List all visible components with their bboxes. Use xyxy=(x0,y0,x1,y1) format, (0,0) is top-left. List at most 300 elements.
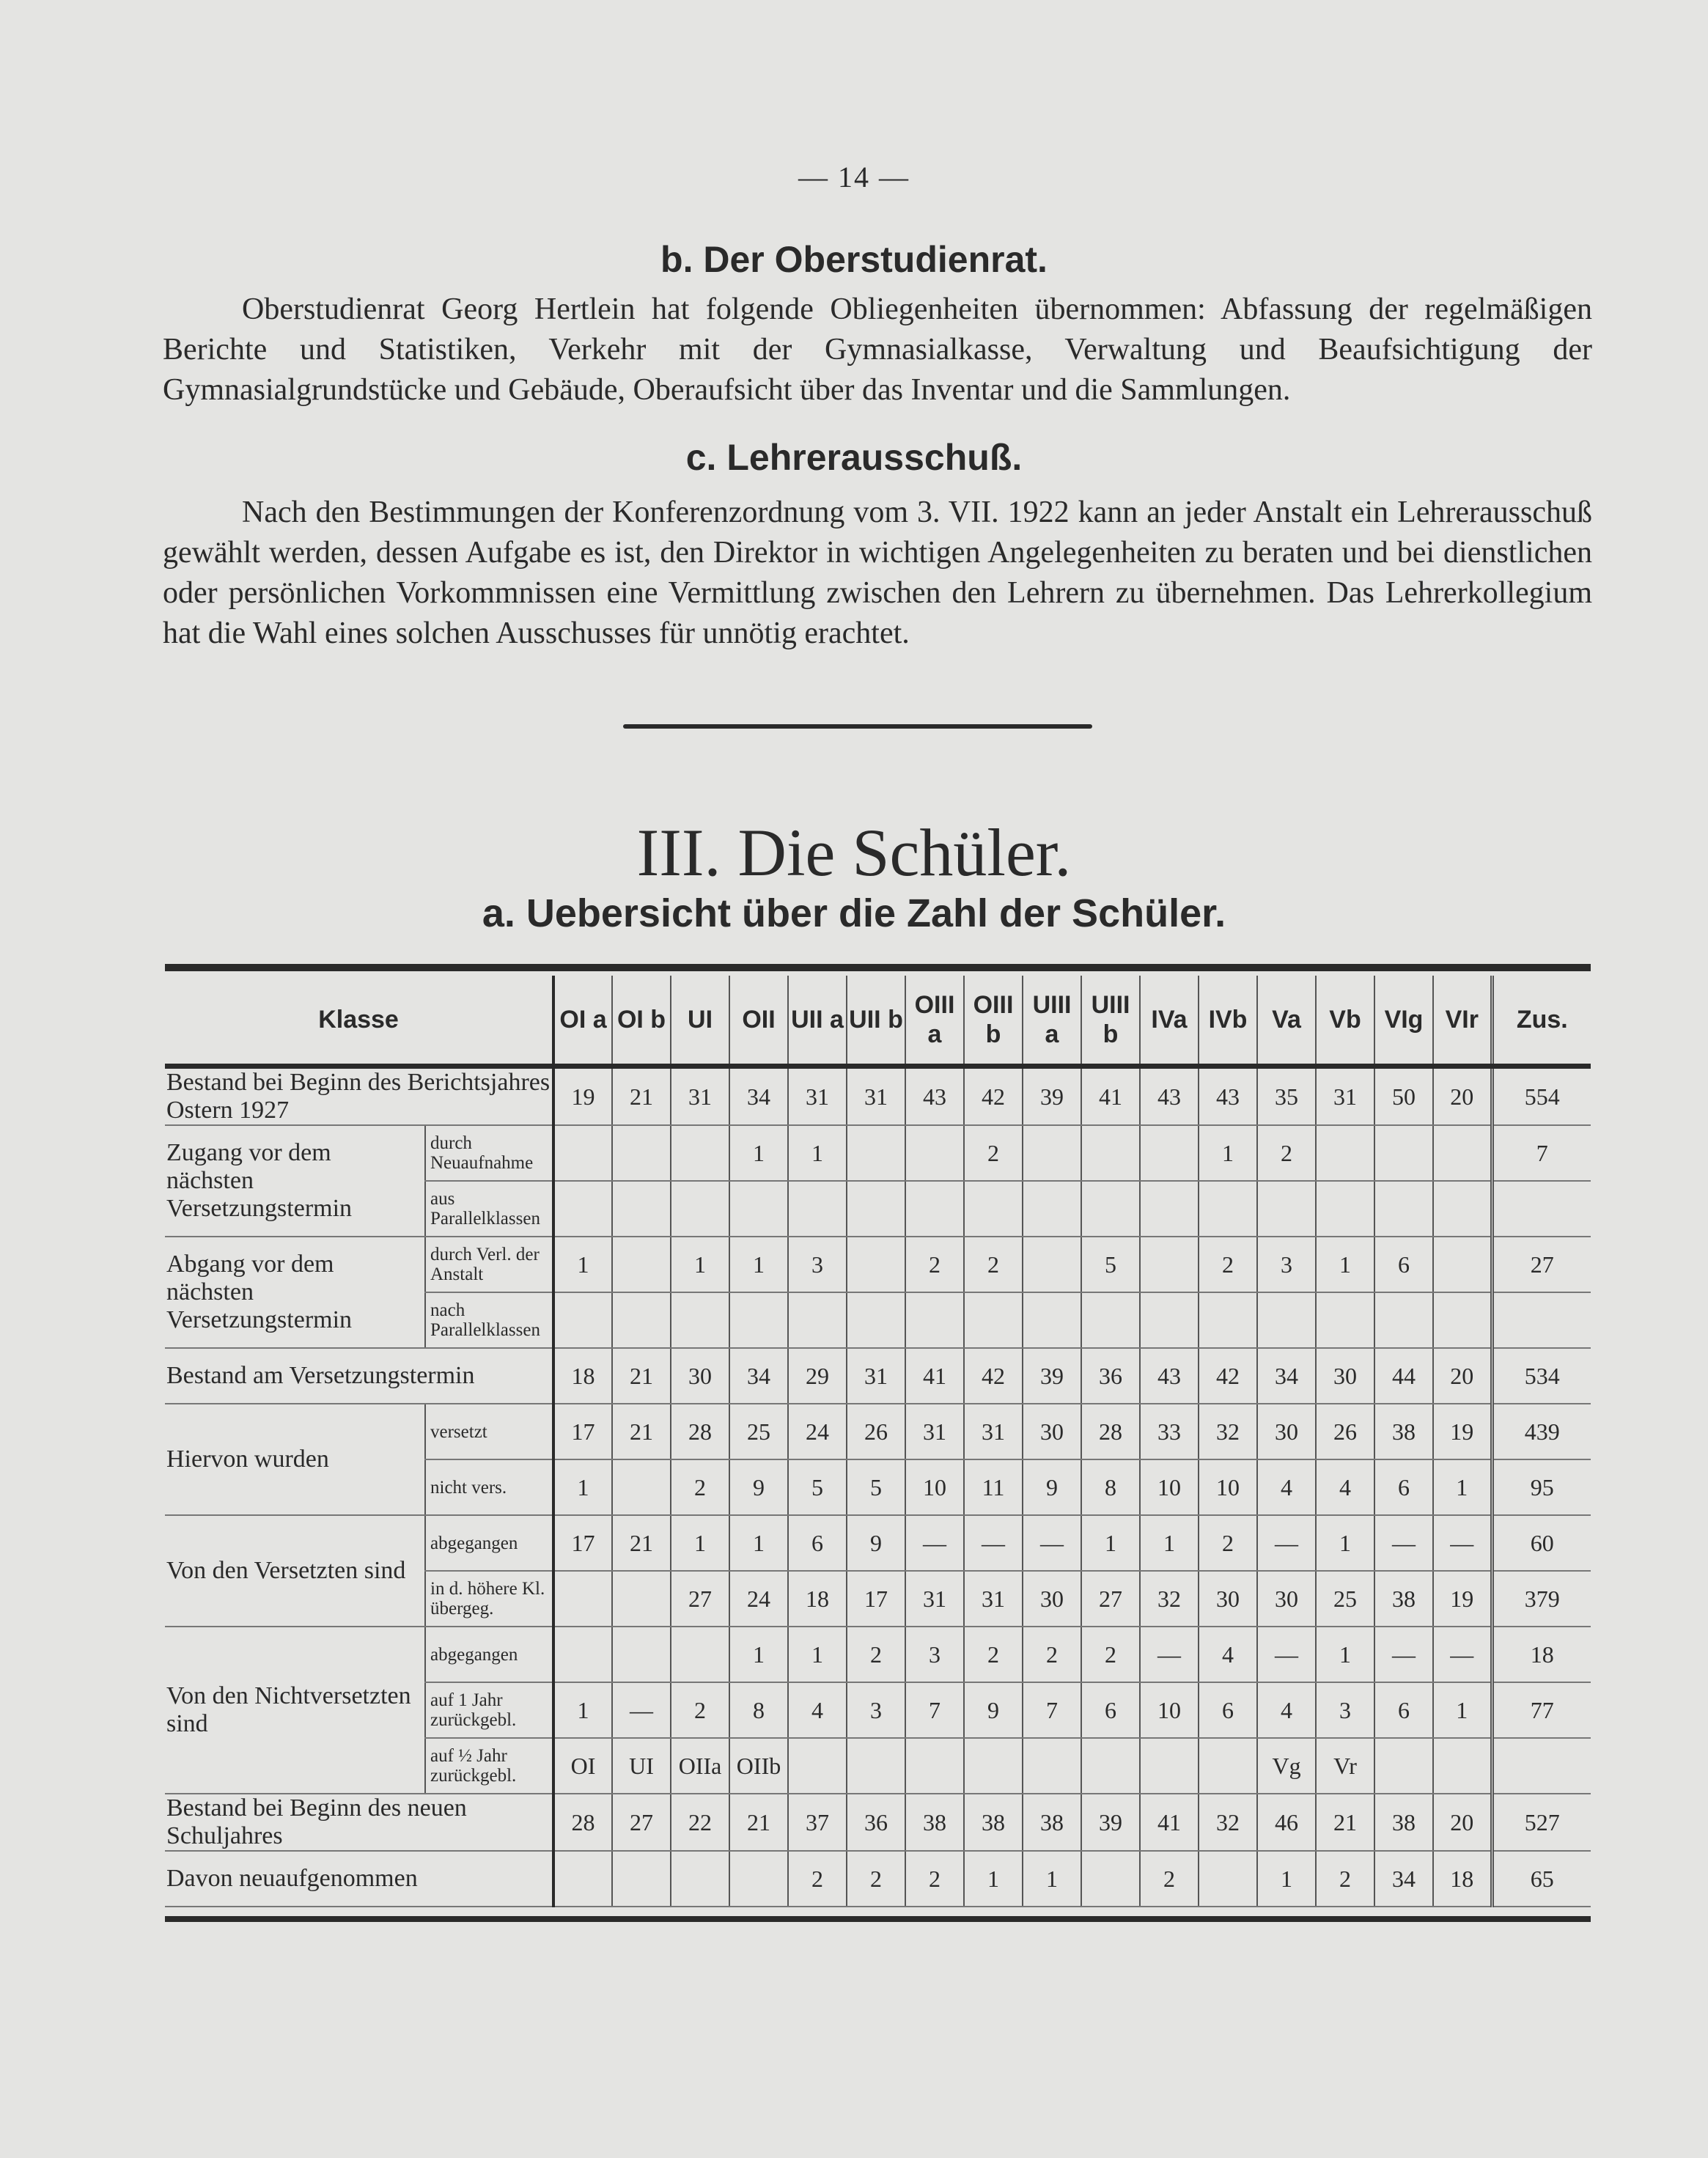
table-cell: 2 xyxy=(964,1627,1023,1682)
table-cell: 2 xyxy=(671,1459,729,1515)
table-cell: 7 xyxy=(905,1682,964,1738)
row-label: Von den Versetzten sind xyxy=(165,1515,425,1627)
table-cell xyxy=(1374,1738,1433,1794)
student-statistics-table xyxy=(165,964,1591,1922)
row-sublabel: versetzt xyxy=(425,1404,553,1459)
table-cell xyxy=(729,1181,788,1237)
row-label: Hiervon wurden xyxy=(165,1404,425,1515)
table-cell: 1 xyxy=(788,1627,847,1682)
table-cell: 6 xyxy=(1374,1682,1433,1738)
table-cell: — xyxy=(1433,1515,1492,1571)
table-cell: 38 xyxy=(964,1794,1023,1851)
table-cell xyxy=(1081,1125,1140,1181)
section-divider xyxy=(623,724,1092,729)
table-cell: 50 xyxy=(1374,1067,1433,1126)
table-cell xyxy=(1433,1292,1492,1348)
table-cell xyxy=(1316,1292,1374,1348)
table-cell xyxy=(964,1181,1023,1237)
column-header: OII xyxy=(729,976,788,1067)
table-cell: 31 xyxy=(788,1067,847,1126)
row-label: Abgang vor dem nächsten Versetzungstermin xyxy=(165,1237,425,1348)
table-cell xyxy=(671,1292,729,1348)
row-sublabel: in d. höhere Kl. übergeg. xyxy=(425,1571,553,1627)
table-cell: 1 xyxy=(1433,1459,1492,1515)
table-cell xyxy=(788,1738,847,1794)
table-row xyxy=(165,1515,1591,1571)
row-sublabel: auf ½ Jahr zurückgebl. xyxy=(425,1738,553,1794)
table-cell: 1 xyxy=(553,1682,612,1738)
table-cell xyxy=(612,1125,671,1181)
table-cell xyxy=(1316,1125,1374,1181)
table-cell: 2 xyxy=(788,1851,847,1907)
table-cell: 27 xyxy=(1492,1237,1591,1292)
table-cell: 25 xyxy=(1316,1571,1374,1627)
table-cell: 6 xyxy=(788,1515,847,1571)
table-cell: 1 xyxy=(729,1125,788,1181)
table-cell xyxy=(553,1125,612,1181)
table-cell: 44 xyxy=(1374,1348,1433,1404)
table-cell: 27 xyxy=(671,1571,729,1627)
table-cell: 6 xyxy=(1199,1682,1257,1738)
table-cell: 26 xyxy=(847,1404,905,1459)
table-cell: 7 xyxy=(1023,1682,1081,1738)
table-bottom-rule xyxy=(165,1916,1591,1922)
table-cell: Vr xyxy=(1316,1738,1374,1794)
table-cell: 31 xyxy=(905,1571,964,1627)
row-label: Bestand bei Beginn des Berichtsjahres Ostern 1927 xyxy=(165,1067,553,1126)
table-cell xyxy=(553,1292,612,1348)
table-cell: 1 xyxy=(671,1515,729,1571)
table-cell: 28 xyxy=(553,1794,612,1851)
table-cell: 1 xyxy=(1316,1627,1374,1682)
table-cell: 25 xyxy=(729,1404,788,1459)
table-cell: 21 xyxy=(612,1515,671,1571)
table-cell: 41 xyxy=(905,1348,964,1404)
row-sublabel: auf 1 Jahr zurückgebl. xyxy=(425,1682,553,1738)
table-cell: 18 xyxy=(553,1348,612,1404)
table-cell: 33 xyxy=(1140,1404,1199,1459)
table-cell: 30 xyxy=(1257,1404,1316,1459)
table-cell: 65 xyxy=(1492,1851,1591,1907)
column-header: UII a xyxy=(788,976,847,1067)
table-cell xyxy=(1140,1237,1199,1292)
table-cell: 2 xyxy=(905,1237,964,1292)
table-cell: 20 xyxy=(1433,1348,1492,1404)
table-cell xyxy=(1081,1851,1140,1907)
table-cell: 38 xyxy=(1374,1794,1433,1851)
row-sublabel: durch Verl. der Anstalt xyxy=(425,1237,553,1292)
table-cell xyxy=(1081,1181,1140,1237)
table-cell: 9 xyxy=(964,1682,1023,1738)
table-cell: 2 xyxy=(1081,1627,1140,1682)
table-cell: 5 xyxy=(1081,1237,1140,1292)
table-cell: 2 xyxy=(847,1627,905,1682)
column-header: OIII a xyxy=(905,976,964,1067)
table-cell: 95 xyxy=(1492,1459,1591,1515)
table-cell: 9 xyxy=(847,1515,905,1571)
table-cell: 4 xyxy=(788,1682,847,1738)
table-cell xyxy=(1433,1738,1492,1794)
table-cell xyxy=(729,1292,788,1348)
header-klasse: Klasse xyxy=(165,976,553,1067)
column-header: UIII b xyxy=(1081,976,1140,1067)
table-cell: 21 xyxy=(612,1067,671,1126)
table-cell: 6 xyxy=(1374,1459,1433,1515)
table-cell: 2 xyxy=(1316,1851,1374,1907)
table-cell: 38 xyxy=(1023,1794,1081,1851)
table-cell: 1 xyxy=(1140,1515,1199,1571)
table-cell xyxy=(671,1181,729,1237)
table-cell: 27 xyxy=(1081,1571,1140,1627)
table-cell: Vg xyxy=(1257,1738,1316,1794)
table-cell: 21 xyxy=(612,1348,671,1404)
table-cell: 31 xyxy=(847,1067,905,1126)
table-cell xyxy=(847,1125,905,1181)
table-cell: 8 xyxy=(729,1682,788,1738)
table-cell: 34 xyxy=(729,1067,788,1126)
table-cell: 534 xyxy=(1492,1348,1591,1404)
table-cell: — xyxy=(905,1515,964,1571)
row-label: Bestand am Versetzungstermin xyxy=(165,1348,553,1404)
table-cell: 31 xyxy=(847,1348,905,1404)
table-cell: 30 xyxy=(1257,1571,1316,1627)
table-cell: 37 xyxy=(788,1794,847,1851)
table-cell: — xyxy=(1374,1627,1433,1682)
table-cell: — xyxy=(1257,1627,1316,1682)
table-cell xyxy=(612,1627,671,1682)
table-cell: 42 xyxy=(964,1348,1023,1404)
table-cell: 27 xyxy=(612,1794,671,1851)
table-cell: 28 xyxy=(1081,1404,1140,1459)
table-cell: 17 xyxy=(553,1515,612,1571)
table-cell xyxy=(1081,1738,1140,1794)
column-header: OI a xyxy=(553,976,612,1067)
table-cell: 10 xyxy=(1199,1459,1257,1515)
table-cell: 30 xyxy=(1023,1571,1081,1627)
table-cell: 527 xyxy=(1492,1794,1591,1851)
table-cell: OIIb xyxy=(729,1738,788,1794)
table-cell: 60 xyxy=(1492,1515,1591,1571)
table-cell xyxy=(1199,1851,1257,1907)
table-row xyxy=(165,1851,1591,1907)
table-cell: 43 xyxy=(1199,1067,1257,1126)
row-label: Davon neuaufgenommen xyxy=(165,1851,553,1907)
table-cell xyxy=(612,1237,671,1292)
table-cell: 21 xyxy=(729,1794,788,1851)
table-cell: 1 xyxy=(671,1237,729,1292)
row-sublabel: abgegangen xyxy=(425,1627,553,1682)
column-header: Zus. xyxy=(1492,976,1591,1067)
table-cell: 31 xyxy=(671,1067,729,1126)
row-label: Von den Nichtversetzten sind xyxy=(165,1627,425,1794)
table-cell: 20 xyxy=(1433,1067,1492,1126)
section-b-text: Oberstudienrat Georg Hertlein hat folgende Obliegenheiten übernommen: Abfassung der regelmäßigen Berichte und Statistiken, Verkehr mit der Gymnasialkasse, Verwaltung und Beaufsichtigung der Gymnasialgrundstücke und Gebäude, Oberaufsicht über das Inventar und die Sammlungen. xyxy=(163,292,1592,407)
table-cell: 9 xyxy=(729,1459,788,1515)
table-cell: — xyxy=(964,1515,1023,1571)
table-cell: 31 xyxy=(905,1404,964,1459)
table-cell: 1 xyxy=(729,1237,788,1292)
table-row xyxy=(165,1125,1591,1181)
table-cell xyxy=(612,1459,671,1515)
table-cell: OIIa xyxy=(671,1738,729,1794)
table-cell: 8 xyxy=(1081,1459,1140,1515)
table-cell: 43 xyxy=(1140,1348,1199,1404)
table-cell: 4 xyxy=(1257,1459,1316,1515)
table-header-row xyxy=(165,976,1591,1067)
table-cell: 39 xyxy=(1081,1794,1140,1851)
table-row xyxy=(165,1348,1591,1404)
table-cell xyxy=(1140,1125,1199,1181)
table-cell: 5 xyxy=(788,1459,847,1515)
table-cell: 1 xyxy=(729,1515,788,1571)
table-cell: 21 xyxy=(612,1404,671,1459)
table-cell: 554 xyxy=(1492,1067,1591,1126)
table-cell: 36 xyxy=(1081,1348,1140,1404)
column-header: VIr xyxy=(1433,976,1492,1067)
table-cell: 6 xyxy=(1081,1682,1140,1738)
section-b-paragraph xyxy=(163,290,1592,410)
table-cell: 17 xyxy=(847,1571,905,1627)
table-cell: 2 xyxy=(1023,1627,1081,1682)
table-cell: 3 xyxy=(788,1237,847,1292)
table-cell: 22 xyxy=(671,1794,729,1851)
table-cell xyxy=(1140,1292,1199,1348)
table-row xyxy=(165,1794,1591,1851)
column-header: UIII a xyxy=(1023,976,1081,1067)
row-sublabel: aus Parallelklassen xyxy=(425,1181,553,1237)
table-cell xyxy=(1374,1125,1433,1181)
table-row xyxy=(165,1404,1591,1459)
table-cell: 38 xyxy=(905,1794,964,1851)
table-cell: 34 xyxy=(1374,1851,1433,1907)
column-header: VIg xyxy=(1374,976,1433,1067)
table-cell: 439 xyxy=(1492,1404,1591,1459)
table-cell xyxy=(1023,1237,1081,1292)
table-cell xyxy=(1199,1292,1257,1348)
table-cell: 30 xyxy=(1023,1404,1081,1459)
table-cell xyxy=(847,1292,905,1348)
table-cell xyxy=(612,1571,671,1627)
table-cell: 19 xyxy=(553,1067,612,1126)
table-cell xyxy=(729,1851,788,1907)
column-header: IVa xyxy=(1140,976,1199,1067)
table-cell xyxy=(612,1292,671,1348)
column-header: OI b xyxy=(612,976,671,1067)
table-cell: 4 xyxy=(1316,1459,1374,1515)
table-cell: 18 xyxy=(788,1571,847,1627)
table-cell xyxy=(1433,1237,1492,1292)
table-cell xyxy=(1199,1738,1257,1794)
column-header: IVb xyxy=(1199,976,1257,1067)
table-cell: 41 xyxy=(1140,1794,1199,1851)
table-cell xyxy=(1023,1125,1081,1181)
table-cell xyxy=(1023,1738,1081,1794)
table-cell: 17 xyxy=(553,1404,612,1459)
table-cell: 31 xyxy=(964,1404,1023,1459)
table-cell: 43 xyxy=(1140,1067,1199,1126)
table-cell: 21 xyxy=(1316,1794,1374,1851)
table-cell xyxy=(905,1292,964,1348)
table-cell: 38 xyxy=(1374,1571,1433,1627)
table-cell: 3 xyxy=(905,1627,964,1682)
table-cell xyxy=(671,1627,729,1682)
table-cell: 3 xyxy=(847,1682,905,1738)
table-cell: 1 xyxy=(788,1125,847,1181)
table-cell: 7 xyxy=(1492,1125,1591,1181)
chapter-subtitle: a. Uebersicht über die Zahl der Schüler. xyxy=(482,891,1226,935)
table-cell xyxy=(553,1571,612,1627)
table-cell xyxy=(847,1181,905,1237)
table-cell xyxy=(1492,1292,1591,1348)
table-cell: 42 xyxy=(964,1067,1023,1126)
table-cell xyxy=(553,1627,612,1682)
row-label: Zugang vor dem nächsten Versetzungstermin xyxy=(165,1125,425,1237)
table-cell xyxy=(1140,1181,1199,1237)
table-cell: 3 xyxy=(1257,1237,1316,1292)
table-cell: 18 xyxy=(1492,1627,1591,1682)
table-cell xyxy=(788,1181,847,1237)
table-cell: 4 xyxy=(1257,1682,1316,1738)
table-cell: 10 xyxy=(905,1459,964,1515)
row-sublabel: nicht vers. xyxy=(425,1459,553,1515)
table-cell: 31 xyxy=(1316,1067,1374,1126)
table-cell: 10 xyxy=(1140,1682,1199,1738)
table-cell: 42 xyxy=(1199,1348,1257,1404)
table-cell xyxy=(905,1738,964,1794)
table-cell xyxy=(553,1851,612,1907)
table-cell xyxy=(671,1125,729,1181)
page-number: — 14 — xyxy=(798,161,910,194)
table-cell xyxy=(905,1125,964,1181)
table-cell: 30 xyxy=(671,1348,729,1404)
table-cell xyxy=(671,1851,729,1907)
table-cell: 24 xyxy=(729,1571,788,1627)
table-cell: 31 xyxy=(964,1571,1023,1627)
table-cell: 19 xyxy=(1433,1571,1492,1627)
table-cell xyxy=(788,1292,847,1348)
table-cell: 1 xyxy=(729,1627,788,1682)
table-cell: 1 xyxy=(1316,1515,1374,1571)
table-cell: 2 xyxy=(1199,1515,1257,1571)
table-cell xyxy=(1023,1292,1081,1348)
table-cell: 2 xyxy=(1257,1125,1316,1181)
table-cell: 1 xyxy=(964,1851,1023,1907)
section-b-heading: b. Der Oberstudienrat. xyxy=(660,239,1048,280)
table-cell: 6 xyxy=(1374,1237,1433,1292)
table-cell: 2 xyxy=(964,1125,1023,1181)
table-cell: 39 xyxy=(1023,1348,1081,1404)
table-cell xyxy=(1023,1181,1081,1237)
table-cell: 1 xyxy=(1199,1125,1257,1181)
table-cell xyxy=(1492,1181,1591,1237)
column-header: UI xyxy=(671,976,729,1067)
table-cell: 35 xyxy=(1257,1067,1316,1126)
table-cell: UI xyxy=(612,1738,671,1794)
table-cell: 2 xyxy=(905,1851,964,1907)
table-cell xyxy=(964,1292,1023,1348)
table-cell: 1 xyxy=(1023,1851,1081,1907)
table-cell: 38 xyxy=(1374,1404,1433,1459)
table-cell: 41 xyxy=(1081,1067,1140,1126)
column-header: Va xyxy=(1257,976,1316,1067)
table-cell: 1 xyxy=(1316,1237,1374,1292)
table-cell xyxy=(1199,1181,1257,1237)
column-header: UII b xyxy=(847,976,905,1067)
table-cell xyxy=(1316,1181,1374,1237)
table-cell xyxy=(1433,1125,1492,1181)
table-cell: 28 xyxy=(671,1404,729,1459)
chapter-title: III. Die Schüler. xyxy=(636,815,1072,890)
table-cell: 24 xyxy=(788,1404,847,1459)
table-cell: 10 xyxy=(1140,1459,1199,1515)
table-cell xyxy=(553,1181,612,1237)
section-c-text: Nach den Bestimmungen der Konferenzordnung vom 3. VII. 1922 kann an jeder Anstalt ein Lehrerausschuß gewählt werden, dessen Aufgabe es ist, den Direktor in wichtigen Angelegenheiten zu beraten und bei dienstlichen oder persönlichen Vorkommnissen eine Vermittlung zwischen den Lehrern zu übernehmen. Das Lehrerkollegium hat die Wahl eines solchen Ausschusses für unnötig erachtet. xyxy=(163,496,1592,650)
table-cell: 30 xyxy=(1199,1571,1257,1627)
row-sublabel: durch Neuaufnahme xyxy=(425,1125,553,1181)
table-cell: — xyxy=(612,1682,671,1738)
table-cell xyxy=(1257,1292,1316,1348)
table-cell: 34 xyxy=(1257,1348,1316,1404)
table-cell xyxy=(612,1851,671,1907)
table-cell xyxy=(1433,1181,1492,1237)
table-cell: 43 xyxy=(905,1067,964,1126)
row-label: Bestand bei Beginn des neuen Schuljahres xyxy=(165,1794,553,1851)
table-cell xyxy=(964,1738,1023,1794)
table-cell: 2 xyxy=(671,1682,729,1738)
table-cell: 18 xyxy=(1433,1851,1492,1907)
table-cell: 5 xyxy=(847,1459,905,1515)
table-cell: — xyxy=(1140,1627,1199,1682)
table-cell xyxy=(1140,1738,1199,1794)
table-row xyxy=(165,1627,1591,1682)
table-cell: 30 xyxy=(1316,1348,1374,1404)
table-cell: 2 xyxy=(847,1851,905,1907)
row-sublabel: abgegangen xyxy=(425,1515,553,1571)
table-cell: 1 xyxy=(1433,1682,1492,1738)
table-cell: 32 xyxy=(1199,1794,1257,1851)
table-cell: — xyxy=(1433,1627,1492,1682)
table-cell xyxy=(847,1237,905,1292)
table-cell: 2 xyxy=(1199,1237,1257,1292)
table-cell: OI xyxy=(553,1738,612,1794)
table-cell: 77 xyxy=(1492,1682,1591,1738)
row-sublabel: nach Parallelklassen xyxy=(425,1292,553,1348)
table-cell: 11 xyxy=(964,1459,1023,1515)
table-cell: 29 xyxy=(788,1348,847,1404)
table-cell: 2 xyxy=(1140,1851,1199,1907)
table-cell: 32 xyxy=(1199,1404,1257,1459)
table-cell xyxy=(1492,1738,1591,1794)
table-cell: 1 xyxy=(1257,1851,1316,1907)
table-cell: 1 xyxy=(553,1459,612,1515)
table-cell: 19 xyxy=(1433,1404,1492,1459)
section-c-heading: c. Lehrerausschuß. xyxy=(685,437,1023,478)
table-cell: 39 xyxy=(1023,1067,1081,1126)
table-cell: 4 xyxy=(1199,1627,1257,1682)
table-cell xyxy=(1081,1292,1140,1348)
table-cell: 1 xyxy=(1081,1515,1140,1571)
column-header: OIII b xyxy=(964,976,1023,1067)
table-cell xyxy=(847,1738,905,1794)
table-top-rule xyxy=(165,964,1591,971)
table-cell: 32 xyxy=(1140,1571,1199,1627)
table-row xyxy=(165,1067,1591,1126)
table-cell: 379 xyxy=(1492,1571,1591,1627)
table-cell: 46 xyxy=(1257,1794,1316,1851)
table-cell xyxy=(905,1181,964,1237)
table-cell xyxy=(612,1181,671,1237)
table-cell: 36 xyxy=(847,1794,905,1851)
